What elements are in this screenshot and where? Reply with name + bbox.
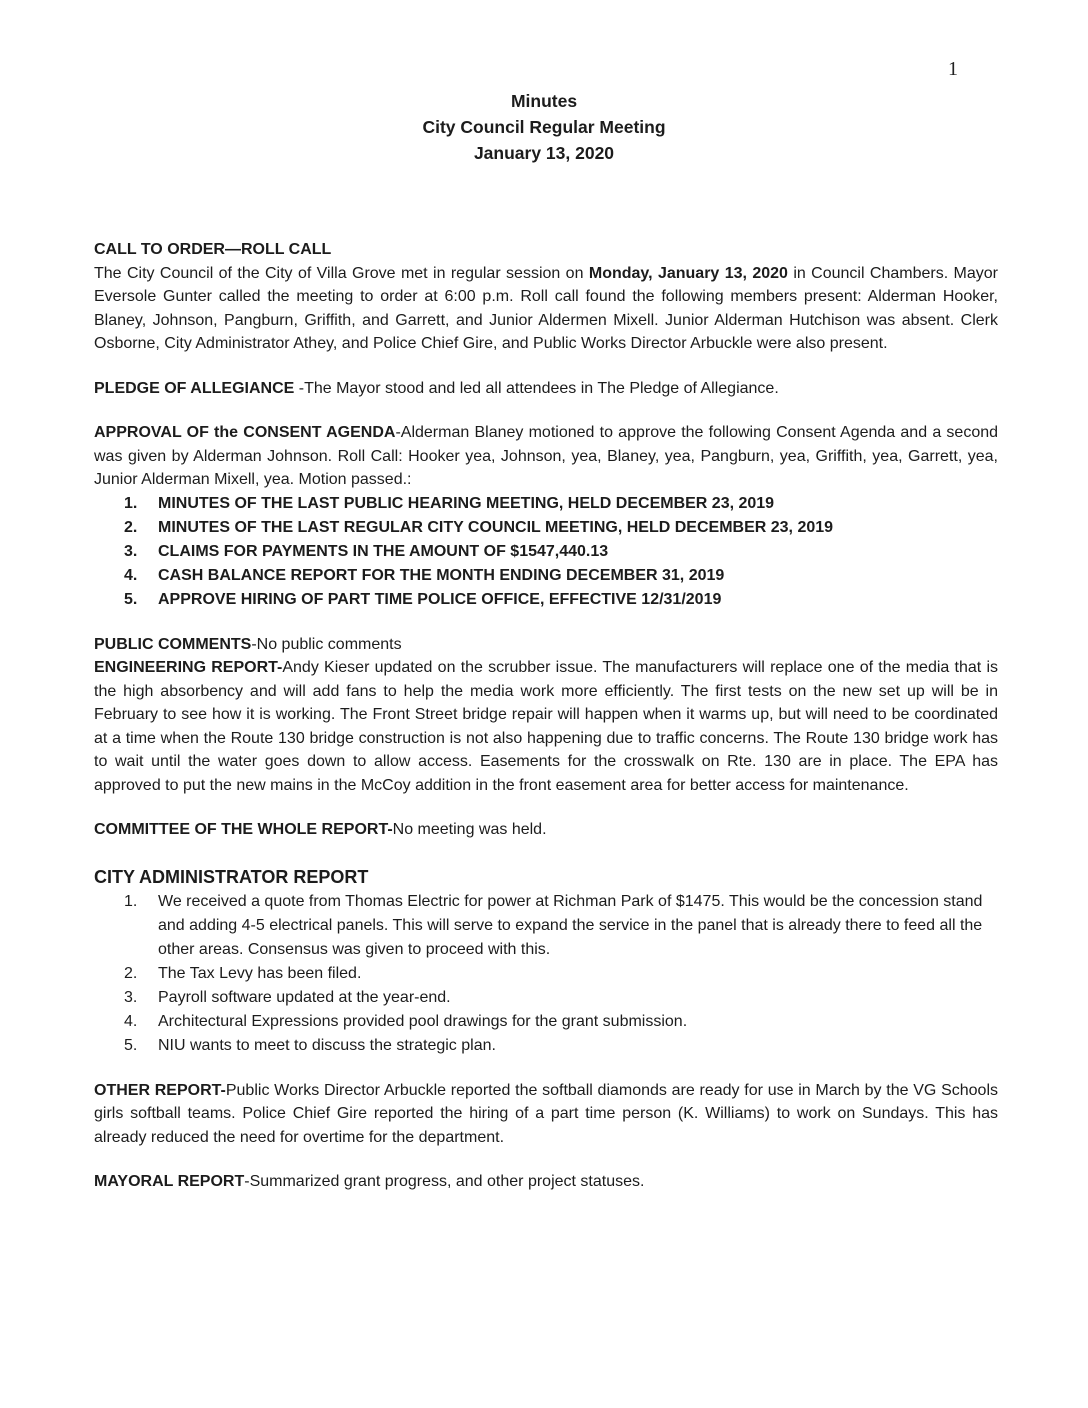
engineering-paragraph xyxy=(94,656,998,797)
consent-item-number: 1. xyxy=(124,494,138,512)
mayoral-text: -Summarized grant progress, and other project statuses. xyxy=(244,1173,645,1190)
other-report-section xyxy=(94,1079,998,1150)
consent-item xyxy=(94,588,998,612)
pledge-text: -The Mayor stood and led all attendees in The Pledge of Allegiance. xyxy=(294,379,779,397)
consent-item-text: CASH BALANCE REPORT FOR THE MONTH ENDING DECEMBER 31, 2019 xyxy=(158,566,725,584)
admin-item-text: Payroll software updated at the year-end. xyxy=(158,988,451,1006)
admin-item-text: NIU wants to meet to discuss the strategic plan. xyxy=(158,1036,496,1054)
call-to-order-heading: CALL TO ORDER—ROLL CALL xyxy=(94,241,332,258)
consent-paragraph xyxy=(94,421,998,492)
minutes-body xyxy=(94,238,998,1194)
other-report-paragraph xyxy=(94,1079,998,1150)
consent-item xyxy=(94,540,998,564)
call-to-order-text-b: in Council Chambers. Mayor Eversole Gunter called the meeting to order at 6:00 p.m. Roll call found the following members present: Alderman Hooker, Blaney, Johnson, Pangburn, Griffith, and Garrett, and Junior Aldermen Mixell. Junior Alderman Hutchison was absent. Clerk Osborne, City Administrator Athey, and Police Chief Gire, and Public Works Director Arbuckle were also present. xyxy=(94,264,999,352)
admin-item xyxy=(94,962,998,986)
city-administrator-list xyxy=(94,890,998,1058)
committee-section xyxy=(94,818,998,842)
call-to-order-section xyxy=(94,238,998,356)
consent-item-number: 4. xyxy=(124,566,138,584)
other-report-text: Public Works Director Arbuckle reported the softball diamonds are ready for use in March by the VG Schools girls softball teams. Police Chief Gire reported the hiring of a part time person (K. Williams) to work on Sundays. This has already reduced the need for overtime for the department. xyxy=(94,1081,999,1146)
consent-agenda-list xyxy=(94,492,998,612)
admin-item-text: Architectural Expressions provided pool drawings for the grant submission. xyxy=(158,1012,688,1030)
consent-item-text: CLAIMS FOR PAYMENTS IN THE AMOUNT OF $1547,440.13 xyxy=(158,542,609,560)
consent-item-number: 5. xyxy=(124,590,138,608)
meeting-date: January 13, 2020 xyxy=(473,143,615,163)
document-title: Minutes xyxy=(510,91,578,111)
mayoral-paragraph xyxy=(94,1170,998,1194)
pledge-heading: PLEDGE OF ALLEGIANCE xyxy=(94,379,295,397)
other-report-heading: OTHER REPORT- xyxy=(94,1081,226,1099)
mayoral-report-section xyxy=(94,1170,998,1194)
pledge-section xyxy=(94,377,998,401)
consent-item-number: 2. xyxy=(124,518,138,536)
meeting-date-inline: Monday, January 13, 2020 xyxy=(588,264,788,282)
consent-item xyxy=(94,516,998,540)
public-comments-section xyxy=(94,633,998,798)
public-comments-text: -No public comments xyxy=(251,635,402,653)
admin-item-number: 1. xyxy=(124,892,138,910)
consent-text: -Alderman Blaney motioned to approve the following Consent Agenda and a second was given by Alderman Johnson. Roll Call: Hooker yea, Johnson, yea, Blaney, yea, Pangburn, yea, Griffith, yea, Garrett, yea, Junior Alderman Mixell, yea. Motion passed.: xyxy=(94,424,999,488)
call-to-order-text-a: The City Council of the City of Villa Grove met in regular session on xyxy=(94,264,589,282)
consent-item-text: MINUTES OF THE LAST REGULAR CITY COUNCIL MEETING, HELD DECEMBER 23, 2019 xyxy=(158,518,834,536)
admin-item-number: 5. xyxy=(124,1036,138,1054)
admin-item-number: 4. xyxy=(124,1012,138,1030)
engineering-text: Andy Kieser updated on the scrubber issue. The manufacturers will replace one of the media that is the high absorbency and will add fans to help the media work more efficiently. The first tests on the new set up will be in February to see how it is working. The Front Street bridge repair will happen when it warms up, but will need to be coordinated at a time when the Route 130 bridge construction is not also happening due to traffic concerns. The Route 130 bridge work has to wait until the water goes down to allow access. Easements for the crosswalk on Rte. 130 are in place. The EPA has approved to put the new mains in the McCoy addition in the front easement area for better access for maintenance. xyxy=(94,659,998,794)
consent-item xyxy=(94,492,998,516)
consent-agenda-section xyxy=(94,421,998,612)
consent-item xyxy=(94,564,998,588)
mayoral-heading: MAYORAL REPORT xyxy=(94,1173,245,1190)
admin-item xyxy=(94,986,998,1010)
admin-item-number: 2. xyxy=(124,964,138,982)
admin-item-text: The Tax Levy has been filed. xyxy=(158,964,362,982)
admin-item xyxy=(94,1034,998,1058)
admin-item xyxy=(94,1010,998,1034)
consent-item-number: 3. xyxy=(124,542,138,560)
page-number: 1 xyxy=(948,58,958,80)
admin-item-text: We received a quote from Thomas Electric for power at Richman Park of $1475. This would be the concession stand and adding 4-5 electrical panels. This will serve to expand the service in the panel that is already there to feed all the other areas. Consensus was given to proceed with this. xyxy=(158,892,983,958)
committee-heading: COMMITTEE OF THE WHOLE REPORT- xyxy=(94,821,393,838)
consent-item-text: MINUTES OF THE LAST PUBLIC HEARING MEETING, HELD DECEMBER 23, 2019 xyxy=(158,494,775,512)
city-administrator-heading: CITY ADMINISTRATOR REPORT xyxy=(94,866,369,887)
committee-text: No meeting was held. xyxy=(392,821,547,838)
city-administrator-section xyxy=(94,864,998,1058)
consent-heading: APPROVAL OF the CONSENT AGENDA xyxy=(94,424,396,441)
admin-item-number: 3. xyxy=(124,988,138,1006)
admin-item xyxy=(94,890,998,962)
call-to-order-text xyxy=(94,262,998,356)
document-header xyxy=(0,88,1088,166)
public-comments-heading: PUBLIC COMMENTS xyxy=(94,635,252,653)
consent-item-text: APPROVE HIRING OF PART TIME POLICE OFFICE, EFFECTIVE 12/31/2019 xyxy=(158,590,722,608)
meeting-name: City Council Regular Meeting xyxy=(422,117,666,137)
committee-paragraph xyxy=(94,818,998,842)
engineering-heading: ENGINEERING REPORT- xyxy=(94,659,283,676)
public-comments-paragraph xyxy=(94,633,998,657)
pledge-paragraph xyxy=(94,377,998,401)
